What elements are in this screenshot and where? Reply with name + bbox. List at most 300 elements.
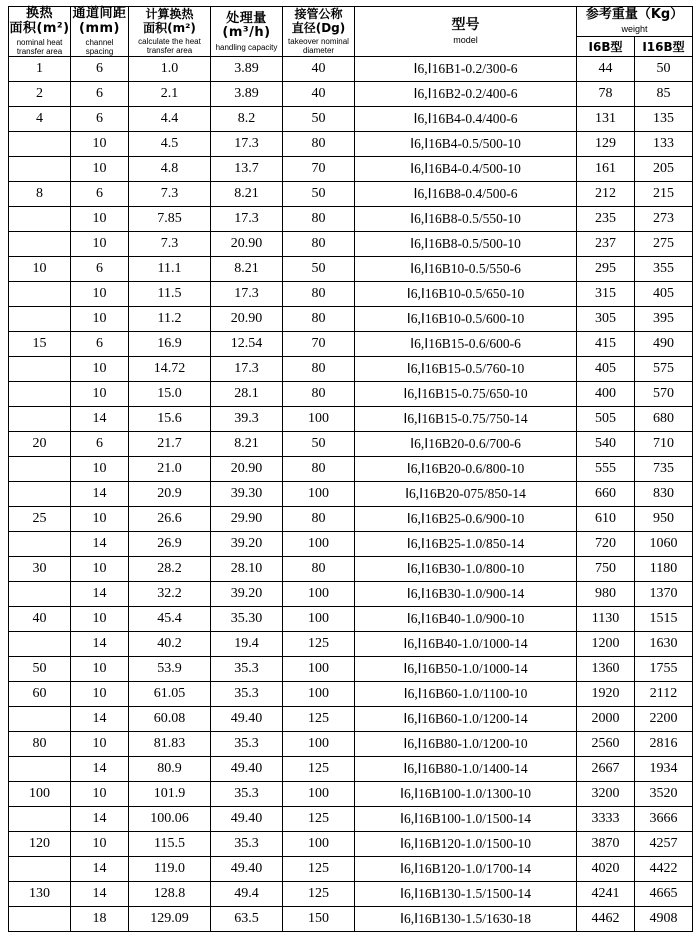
cell-weight-16b: 2816 xyxy=(635,732,693,757)
cell-handling-capacity: 35.3 xyxy=(211,782,283,807)
cell-weight-6b: 3870 xyxy=(577,832,635,857)
cell-calculated-area: 81.83 xyxy=(129,732,211,757)
cell-channel-spacing: 10 xyxy=(71,557,129,582)
cell-model: Ⅰ6,Ⅰ16B8-0.5/550-10 xyxy=(355,207,577,232)
column-header-model: 型号 model xyxy=(355,7,577,57)
cell-nominal-area xyxy=(9,582,71,607)
cell-nominal-diameter: 125 xyxy=(283,857,355,882)
cell-channel-spacing: 14 xyxy=(71,632,129,657)
table-header xyxy=(9,7,693,57)
cell-calculated-area: 21.0 xyxy=(129,457,211,482)
table-row xyxy=(9,182,693,207)
cell-nominal-area: 15 xyxy=(9,332,71,357)
cell-nominal-area: 8 xyxy=(9,182,71,207)
table-row xyxy=(9,457,693,482)
cell-nominal-area: 1 xyxy=(9,57,71,82)
cell-nominal-area xyxy=(9,307,71,332)
cell-channel-spacing: 10 xyxy=(71,207,129,232)
table-row xyxy=(9,657,693,682)
cell-nominal-diameter: 80 xyxy=(283,357,355,382)
cell-weight-16b: 490 xyxy=(635,332,693,357)
cell-channel-spacing: 14 xyxy=(71,757,129,782)
cell-calculated-area: 26.9 xyxy=(129,532,211,557)
cell-handling-capacity: 17.3 xyxy=(211,207,283,232)
table-row xyxy=(9,807,693,832)
cell-weight-6b: 2667 xyxy=(577,757,635,782)
cell-weight-6b: 3200 xyxy=(577,782,635,807)
cell-calculated-area: 80.9 xyxy=(129,757,211,782)
cell-handling-capacity: 49.40 xyxy=(211,807,283,832)
cell-channel-spacing: 10 xyxy=(71,682,129,707)
cell-weight-16b: 950 xyxy=(635,507,693,532)
cell-nominal-diameter: 100 xyxy=(283,782,355,807)
cell-calculated-area: 21.7 xyxy=(129,432,211,457)
cell-nominal-area: 130 xyxy=(9,882,71,907)
cell-handling-capacity: 39.20 xyxy=(211,532,283,557)
cell-channel-spacing: 6 xyxy=(71,57,129,82)
cell-nominal-diameter: 100 xyxy=(283,407,355,432)
cell-channel-spacing: 14 xyxy=(71,482,129,507)
cell-weight-16b: 215 xyxy=(635,182,693,207)
cell-nominal-diameter: 125 xyxy=(283,632,355,657)
cell-handling-capacity: 17.3 xyxy=(211,357,283,382)
cell-nominal-area xyxy=(9,407,71,432)
cell-nominal-diameter: 150 xyxy=(283,907,355,932)
cell-nominal-area: 30 xyxy=(9,557,71,582)
cell-model: Ⅰ6,Ⅰ16B30-1.0/900-14 xyxy=(355,582,577,607)
cell-weight-6b: 315 xyxy=(577,282,635,307)
cell-nominal-area xyxy=(9,532,71,557)
cell-calculated-area: 7.85 xyxy=(129,207,211,232)
cell-calculated-area: 128.8 xyxy=(129,882,211,907)
cell-channel-spacing: 10 xyxy=(71,657,129,682)
cell-weight-6b: 2000 xyxy=(577,707,635,732)
cell-weight-6b: 2560 xyxy=(577,732,635,757)
cell-model: Ⅰ6,Ⅰ16B50-1.0/1000-14 xyxy=(355,657,577,682)
cell-weight-16b: 570 xyxy=(635,382,693,407)
cell-handling-capacity: 17.3 xyxy=(211,132,283,157)
cell-weight-6b: 505 xyxy=(577,407,635,432)
cell-weight-6b: 610 xyxy=(577,507,635,532)
cell-weight-6b: 212 xyxy=(577,182,635,207)
cell-nominal-diameter: 100 xyxy=(283,657,355,682)
header-row-main xyxy=(9,7,693,37)
cell-weight-16b: 85 xyxy=(635,82,693,107)
cell-nominal-area xyxy=(9,207,71,232)
cell-model: Ⅰ6,Ⅰ16B60-1.0/1100-10 xyxy=(355,682,577,707)
column-header-nominal-area: 换热 面积(m²) nominal heat transfer area xyxy=(9,6,70,57)
cell-weight-6b: 400 xyxy=(577,382,635,407)
cell-weight-16b: 2112 xyxy=(635,682,693,707)
cell-nominal-diameter: 100 xyxy=(283,832,355,857)
cell-weight-6b: 3333 xyxy=(577,807,635,832)
cell-nominal-diameter: 80 xyxy=(283,232,355,257)
cell-nominal-diameter: 80 xyxy=(283,307,355,332)
cell-weight-16b: 133 xyxy=(635,132,693,157)
cell-nominal-area: 10 xyxy=(9,257,71,282)
cell-weight-16b: 1934 xyxy=(635,757,693,782)
cell-weight-6b: 555 xyxy=(577,457,635,482)
cell-nominal-diameter: 100 xyxy=(283,732,355,757)
table-row xyxy=(9,407,693,432)
cell-nominal-diameter: 40 xyxy=(283,57,355,82)
cell-weight-16b: 1515 xyxy=(635,607,693,632)
cell-nominal-area xyxy=(9,132,71,157)
cell-weight-16b: 2200 xyxy=(635,707,693,732)
table-row xyxy=(9,682,693,707)
cell-handling-capacity: 49.40 xyxy=(211,707,283,732)
cell-handling-capacity: 35.3 xyxy=(211,832,283,857)
cell-calculated-area: 129.09 xyxy=(129,907,211,932)
cell-channel-spacing: 10 xyxy=(71,307,129,332)
cell-nominal-diameter: 50 xyxy=(283,257,355,282)
cell-weight-6b: 405 xyxy=(577,357,635,382)
cell-channel-spacing: 10 xyxy=(71,232,129,257)
table-row xyxy=(9,107,693,132)
cell-model: Ⅰ6,Ⅰ16B15-0.75/750-14 xyxy=(355,407,577,432)
cell-nominal-area: 80 xyxy=(9,732,71,757)
cell-calculated-area: 4.8 xyxy=(129,157,211,182)
cell-channel-spacing: 10 xyxy=(71,507,129,532)
cell-weight-6b: 305 xyxy=(577,307,635,332)
cell-calculated-area: 11.2 xyxy=(129,307,211,332)
cell-calculated-area: 119.0 xyxy=(129,857,211,882)
column-header-weight-type-6b: Ⅰ6B型 xyxy=(577,36,635,57)
cell-nominal-area xyxy=(9,707,71,732)
cell-nominal-area xyxy=(9,282,71,307)
cell-nominal-diameter: 50 xyxy=(283,432,355,457)
cell-handling-capacity: 28.1 xyxy=(211,382,283,407)
cell-weight-6b: 235 xyxy=(577,207,635,232)
table-row xyxy=(9,707,693,732)
cell-channel-spacing: 10 xyxy=(71,607,129,632)
cell-nominal-diameter: 50 xyxy=(283,182,355,207)
cell-calculated-area: 20.9 xyxy=(129,482,211,507)
cell-weight-16b: 1180 xyxy=(635,557,693,582)
cell-calculated-area: 16.9 xyxy=(129,332,211,357)
cell-calculated-area: 4.5 xyxy=(129,132,211,157)
cell-handling-capacity: 39.3 xyxy=(211,407,283,432)
cell-nominal-diameter: 100 xyxy=(283,532,355,557)
cell-channel-spacing: 10 xyxy=(71,357,129,382)
cell-weight-6b: 1200 xyxy=(577,632,635,657)
cell-nominal-area: 50 xyxy=(9,657,71,682)
cell-nominal-area xyxy=(9,232,71,257)
cell-channel-spacing: 10 xyxy=(71,782,129,807)
table-row xyxy=(9,382,693,407)
cell-weight-16b: 50 xyxy=(635,57,693,82)
table-row xyxy=(9,307,693,332)
cell-handling-capacity: 39.20 xyxy=(211,582,283,607)
cell-weight-6b: 237 xyxy=(577,232,635,257)
cell-calculated-area: 45.4 xyxy=(129,607,211,632)
cell-handling-capacity: 49.40 xyxy=(211,757,283,782)
cell-nominal-area: 60 xyxy=(9,682,71,707)
cell-model: Ⅰ6,Ⅰ16B60-1.0/1200-14 xyxy=(355,707,577,732)
cell-calculated-area: 28.2 xyxy=(129,557,211,582)
cell-nominal-diameter: 125 xyxy=(283,707,355,732)
cell-weight-16b: 3666 xyxy=(635,807,693,832)
cell-model: Ⅰ6,Ⅰ16B2-0.2/400-6 xyxy=(355,82,577,107)
table-row xyxy=(9,57,693,82)
cell-weight-6b: 720 xyxy=(577,532,635,557)
cell-handling-capacity: 35.30 xyxy=(211,607,283,632)
table-row xyxy=(9,632,693,657)
cell-nominal-diameter: 80 xyxy=(283,132,355,157)
cell-nominal-diameter: 80 xyxy=(283,507,355,532)
cell-channel-spacing: 10 xyxy=(71,282,129,307)
cell-nominal-diameter: 100 xyxy=(283,682,355,707)
cell-channel-spacing: 10 xyxy=(71,382,129,407)
table-row xyxy=(9,482,693,507)
cell-handling-capacity: 35.3 xyxy=(211,682,283,707)
cell-model: Ⅰ6,Ⅰ16B25-0.6/900-10 xyxy=(355,507,577,532)
cell-channel-spacing: 10 xyxy=(71,132,129,157)
cell-channel-spacing: 14 xyxy=(71,882,129,907)
cell-calculated-area: 60.08 xyxy=(129,707,211,732)
cell-handling-capacity: 39.30 xyxy=(211,482,283,507)
cell-weight-6b: 980 xyxy=(577,582,635,607)
table-row xyxy=(9,282,693,307)
cell-channel-spacing: 6 xyxy=(71,332,129,357)
cell-weight-16b: 575 xyxy=(635,357,693,382)
cell-calculated-area: 7.3 xyxy=(129,182,211,207)
table-row xyxy=(9,132,693,157)
cell-weight-16b: 680 xyxy=(635,407,693,432)
cell-nominal-diameter: 80 xyxy=(283,282,355,307)
cell-weight-6b: 1130 xyxy=(577,607,635,632)
cell-calculated-area: 15.0 xyxy=(129,382,211,407)
cell-nominal-area: 25 xyxy=(9,507,71,532)
cell-nominal-area xyxy=(9,382,71,407)
cell-model: Ⅰ6,Ⅰ16B80-1.0/1200-10 xyxy=(355,732,577,757)
cell-weight-6b: 660 xyxy=(577,482,635,507)
cell-model: Ⅰ6,Ⅰ16B20-0.6/700-6 xyxy=(355,432,577,457)
cell-nominal-diameter: 50 xyxy=(283,107,355,132)
cell-weight-6b: 1360 xyxy=(577,657,635,682)
cell-nominal-diameter: 80 xyxy=(283,457,355,482)
cell-model: Ⅰ6,Ⅰ16B20-075/850-14 xyxy=(355,482,577,507)
cell-weight-6b: 4462 xyxy=(577,907,635,932)
column-header-weight: 参考重量（Kg） weight xyxy=(577,7,693,37)
cell-handling-capacity: 8.21 xyxy=(211,182,283,207)
cell-nominal-diameter: 125 xyxy=(283,757,355,782)
cell-weight-6b: 44 xyxy=(577,57,635,82)
cell-nominal-area xyxy=(9,807,71,832)
table-row xyxy=(9,607,693,632)
cell-channel-spacing: 6 xyxy=(71,432,129,457)
cell-weight-16b: 3520 xyxy=(635,782,693,807)
table-row xyxy=(9,582,693,607)
cell-handling-capacity: 3.89 xyxy=(211,57,283,82)
cell-weight-6b: 1920 xyxy=(577,682,635,707)
cell-channel-spacing: 14 xyxy=(71,582,129,607)
cell-nominal-area xyxy=(9,857,71,882)
cell-model: Ⅰ6,Ⅰ16B15-0.5/760-10 xyxy=(355,357,577,382)
cell-nominal-diameter: 125 xyxy=(283,807,355,832)
cell-nominal-diameter: 70 xyxy=(283,332,355,357)
cell-weight-16b: 405 xyxy=(635,282,693,307)
cell-nominal-diameter: 100 xyxy=(283,482,355,507)
table-row xyxy=(9,757,693,782)
cell-handling-capacity: 20.90 xyxy=(211,457,283,482)
cell-nominal-area xyxy=(9,457,71,482)
cell-model: Ⅰ6,Ⅰ16B120-1.0/1500-10 xyxy=(355,832,577,857)
cell-weight-6b: 540 xyxy=(577,432,635,457)
cell-handling-capacity: 28.10 xyxy=(211,557,283,582)
cell-model: Ⅰ6,Ⅰ16B10-0.5/650-10 xyxy=(355,282,577,307)
cell-handling-capacity: 3.89 xyxy=(211,82,283,107)
cell-model: Ⅰ6,Ⅰ16B100-1.0/1500-14 xyxy=(355,807,577,832)
cell-model: Ⅰ6,Ⅰ16B10-0.5/600-10 xyxy=(355,307,577,332)
column-header-calculated-area: 计算换热 面积(m²) calculate the heat transfer area xyxy=(129,7,211,57)
cell-model: Ⅰ6,Ⅰ16B130-1.5/1500-14 xyxy=(355,882,577,907)
cell-weight-16b: 355 xyxy=(635,257,693,282)
cell-weight-6b: 415 xyxy=(577,332,635,357)
column-header-weight-type-16b: Ⅰ16B型 xyxy=(635,36,693,57)
table-row xyxy=(9,232,693,257)
cell-weight-6b: 4241 xyxy=(577,882,635,907)
cell-model: Ⅰ6,Ⅰ16B15-0.75/650-10 xyxy=(355,382,577,407)
cell-nominal-area xyxy=(9,482,71,507)
cell-nominal-area xyxy=(9,632,71,657)
cell-channel-spacing: 14 xyxy=(71,407,129,432)
cell-calculated-area: 7.3 xyxy=(129,232,211,257)
table-row xyxy=(9,507,693,532)
cell-nominal-area: 2 xyxy=(9,82,71,107)
table-row xyxy=(9,732,693,757)
column-header-handling-capacity: 处理量 (m³/h) handling capacity xyxy=(211,7,283,57)
cell-handling-capacity: 49.4 xyxy=(211,882,283,907)
cell-model: Ⅰ6,Ⅰ16B4-0.4/500-10 xyxy=(355,157,577,182)
table-row xyxy=(9,357,693,382)
cell-weight-6b: 78 xyxy=(577,82,635,107)
cell-nominal-area: 40 xyxy=(9,607,71,632)
cell-handling-capacity: 20.90 xyxy=(211,232,283,257)
cell-model: Ⅰ6,Ⅰ16B4-0.5/500-10 xyxy=(355,132,577,157)
cell-weight-16b: 710 xyxy=(635,432,693,457)
cell-channel-spacing: 6 xyxy=(71,107,129,132)
cell-weight-16b: 395 xyxy=(635,307,693,332)
cell-model: Ⅰ6,Ⅰ16B4-0.4/400-6 xyxy=(355,107,577,132)
cell-nominal-area: 4 xyxy=(9,107,71,132)
table-row xyxy=(9,82,693,107)
cell-model: Ⅰ6,Ⅰ16B1-0.2/300-6 xyxy=(355,57,577,82)
specification-table xyxy=(8,6,693,932)
cell-nominal-diameter: 100 xyxy=(283,607,355,632)
table-row xyxy=(9,157,693,182)
cell-channel-spacing: 18 xyxy=(71,907,129,932)
cell-handling-capacity: 12.54 xyxy=(211,332,283,357)
table-row xyxy=(9,907,693,932)
cell-calculated-area: 2.1 xyxy=(129,82,211,107)
cell-channel-spacing: 6 xyxy=(71,257,129,282)
cell-weight-6b: 4020 xyxy=(577,857,635,882)
cell-channel-spacing: 14 xyxy=(71,707,129,732)
cell-model: Ⅰ6,Ⅰ16B80-1.0/1400-14 xyxy=(355,757,577,782)
cell-handling-capacity: 8.2 xyxy=(211,107,283,132)
cell-weight-16b: 4665 xyxy=(635,882,693,907)
cell-channel-spacing: 10 xyxy=(71,832,129,857)
cell-calculated-area: 26.6 xyxy=(129,507,211,532)
cell-channel-spacing: 14 xyxy=(71,532,129,557)
cell-weight-16b: 273 xyxy=(635,207,693,232)
cell-weight-16b: 275 xyxy=(635,232,693,257)
cell-weight-16b: 1060 xyxy=(635,532,693,557)
cell-nominal-diameter: 80 xyxy=(283,382,355,407)
cell-handling-capacity: 20.90 xyxy=(211,307,283,332)
cell-model: Ⅰ6,Ⅰ16B8-0.4/500-6 xyxy=(355,182,577,207)
cell-channel-spacing: 6 xyxy=(71,82,129,107)
cell-weight-6b: 131 xyxy=(577,107,635,132)
cell-calculated-area: 115.5 xyxy=(129,832,211,857)
table-body xyxy=(9,57,693,932)
cell-nominal-area xyxy=(9,157,71,182)
table-row xyxy=(9,257,693,282)
cell-channel-spacing: 14 xyxy=(71,857,129,882)
cell-weight-16b: 1755 xyxy=(635,657,693,682)
cell-nominal-diameter: 80 xyxy=(283,207,355,232)
cell-model: Ⅰ6,Ⅰ16B100-1.0/1300-10 xyxy=(355,782,577,807)
cell-channel-spacing: 10 xyxy=(71,457,129,482)
cell-nominal-area xyxy=(9,757,71,782)
cell-model: Ⅰ6,Ⅰ16B30-1.0/800-10 xyxy=(355,557,577,582)
cell-calculated-area: 100.06 xyxy=(129,807,211,832)
cell-nominal-area: 120 xyxy=(9,832,71,857)
cell-calculated-area: 14.72 xyxy=(129,357,211,382)
table-row xyxy=(9,857,693,882)
cell-handling-capacity: 29.90 xyxy=(211,507,283,532)
cell-channel-spacing: 10 xyxy=(71,732,129,757)
cell-calculated-area: 4.4 xyxy=(129,107,211,132)
cell-model: Ⅰ6,Ⅰ16B15-0.6/600-6 xyxy=(355,332,577,357)
cell-model: Ⅰ6,Ⅰ16B40-1.0/1000-14 xyxy=(355,632,577,657)
table-row xyxy=(9,557,693,582)
cell-calculated-area: 101.9 xyxy=(129,782,211,807)
cell-handling-capacity: 35.3 xyxy=(211,657,283,682)
cell-weight-16b: 735 xyxy=(635,457,693,482)
cell-calculated-area: 53.9 xyxy=(129,657,211,682)
cell-nominal-diameter: 125 xyxy=(283,882,355,907)
cell-calculated-area: 1.0 xyxy=(129,57,211,82)
cell-weight-16b: 1630 xyxy=(635,632,693,657)
cell-handling-capacity: 8.21 xyxy=(211,432,283,457)
cell-nominal-diameter: 70 xyxy=(283,157,355,182)
cell-weight-16b: 1370 xyxy=(635,582,693,607)
cell-handling-capacity: 17.3 xyxy=(211,282,283,307)
cell-model: Ⅰ6,Ⅰ16B40-1.0/900-10 xyxy=(355,607,577,632)
cell-model: Ⅰ6,Ⅰ16B25-1.0/850-14 xyxy=(355,532,577,557)
cell-handling-capacity: 8.21 xyxy=(211,257,283,282)
table-row xyxy=(9,832,693,857)
cell-calculated-area: 11.1 xyxy=(129,257,211,282)
cell-weight-6b: 161 xyxy=(577,157,635,182)
cell-model: Ⅰ6,Ⅰ16B130-1.5/1630-18 xyxy=(355,907,577,932)
cell-channel-spacing: 10 xyxy=(71,157,129,182)
cell-nominal-diameter: 100 xyxy=(283,582,355,607)
cell-calculated-area: 61.05 xyxy=(129,682,211,707)
cell-model: Ⅰ6,Ⅰ16B10-0.5/550-6 xyxy=(355,257,577,282)
cell-weight-16b: 4422 xyxy=(635,857,693,882)
cell-channel-spacing: 14 xyxy=(71,807,129,832)
cell-weight-16b: 4908 xyxy=(635,907,693,932)
cell-weight-16b: 135 xyxy=(635,107,693,132)
table-row xyxy=(9,532,693,557)
cell-model: Ⅰ6,Ⅰ16B20-0.6/800-10 xyxy=(355,457,577,482)
cell-calculated-area: 40.2 xyxy=(129,632,211,657)
cell-nominal-diameter: 40 xyxy=(283,82,355,107)
cell-nominal-area xyxy=(9,907,71,932)
